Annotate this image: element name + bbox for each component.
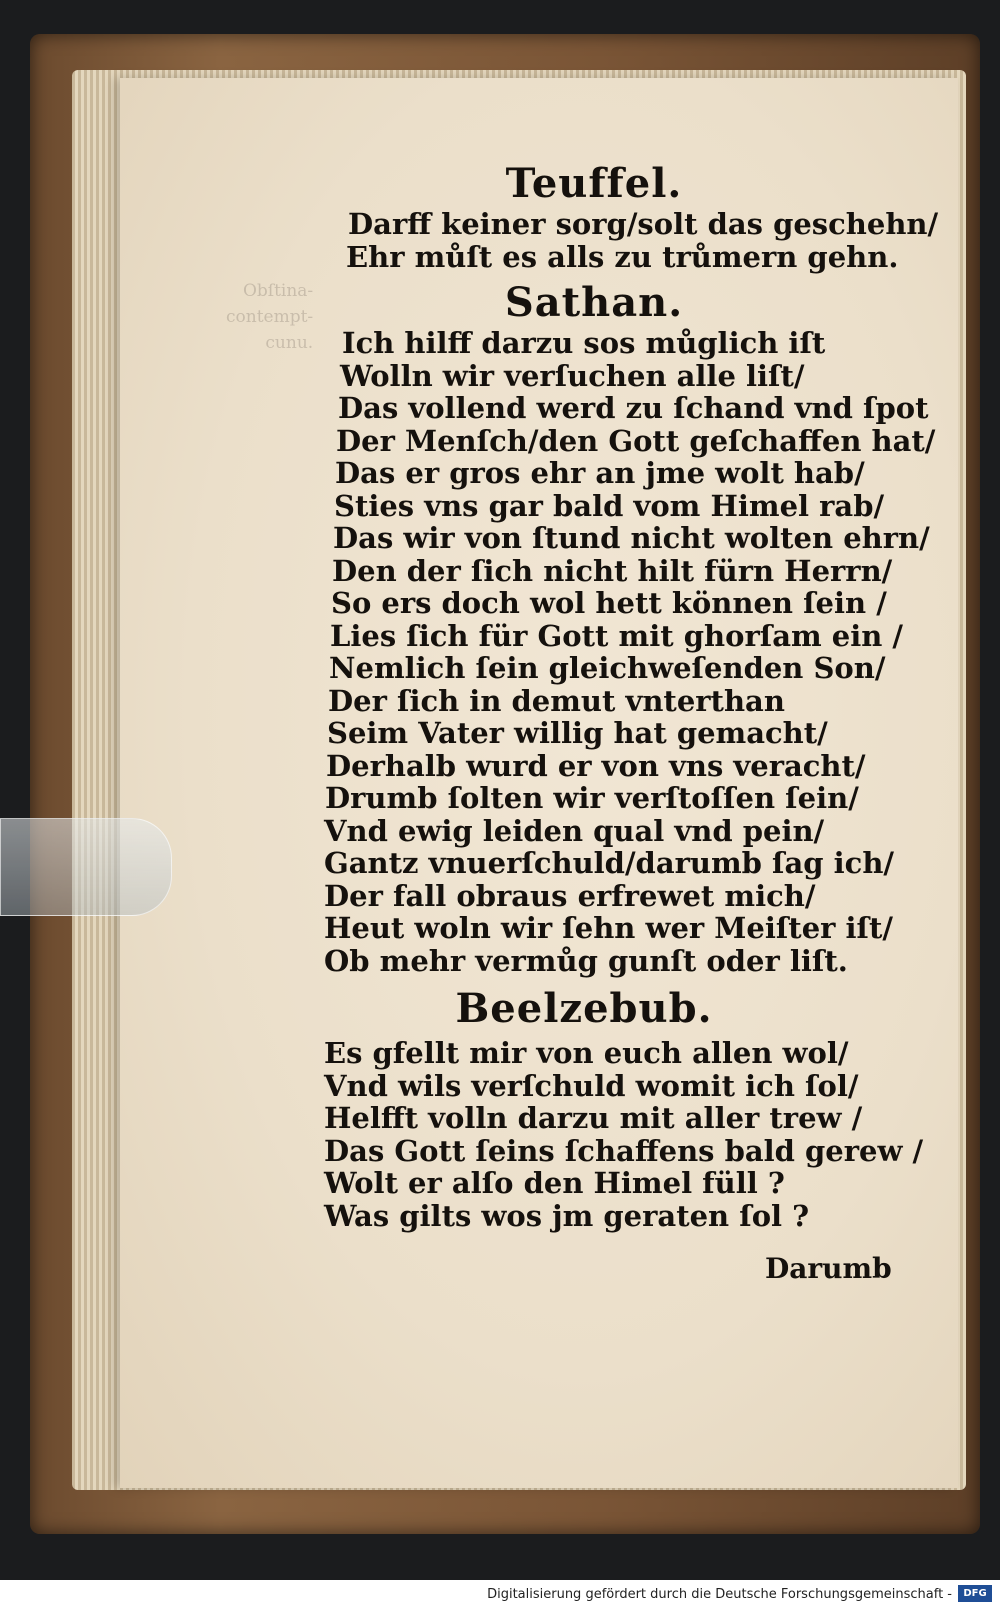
- catchword: Darumb: [765, 1252, 892, 1285]
- bleed-through-line: contempt-: [226, 307, 314, 327]
- verse-line: Heut woln wir ſehn wer Meiſter iſt/: [324, 911, 894, 945]
- verse-line: Vnd wils verſchuld womit ich ſol/: [324, 1068, 859, 1103]
- verse-line: Das vollend werd zu ſchand vnd ſpot: [338, 391, 929, 425]
- verse-line: Gantz vnuerſchuld/darumb ſag ich/: [324, 846, 895, 880]
- verse-line: Das wir von ſtund nicht wolten ehrn/: [333, 521, 930, 555]
- verse-line: So ers doch wol hett können ſein /: [331, 586, 887, 620]
- verse-line: Ob mehr vermůg gunſt oder liſt.: [324, 943, 848, 978]
- page-clip: [0, 818, 172, 916]
- verse-line: Das Gott ſeins ſchaffens bald gerew /: [324, 1133, 924, 1168]
- verse-line: Der Menſch/den Gott geſchaffen hat/: [336, 423, 936, 458]
- section-beelzebub: [324, 985, 924, 1233]
- speaker-heading: Teuffel.: [505, 160, 683, 207]
- verse-line: Es gfellt mir von euch allen wol/: [324, 1036, 849, 1070]
- verse-line: Vnd ewig leiden qual vnd pein/: [324, 813, 825, 848]
- verse-line: Den der ſich nicht hilt fürn Herrn/: [332, 553, 893, 588]
- verse-line: Das er gros ehr an jme wolt hab/: [335, 456, 865, 490]
- verse-line: Der ſich in demut vnterthan: [328, 683, 785, 718]
- verse-line: Darff keiner sorg/solt das geschehn/: [348, 207, 939, 241]
- speaker-heading: Sathan.: [504, 279, 684, 326]
- section-sathan: [324, 279, 936, 978]
- verse-line: Der fall obraus erfrewet mich/: [324, 878, 816, 913]
- speaker-heading: Beelzebub.: [455, 985, 713, 1032]
- dfg-logo: DFG: [958, 1585, 992, 1602]
- verse-line: Seim Vater willig hat gemacht/: [327, 716, 828, 750]
- verse-line: Ich hilff darzu sos můglich iſt: [342, 326, 826, 360]
- verse-line: Ehr můſt es alls zu trůmern gehn.: [346, 239, 899, 274]
- bleed-through-line: cunu.: [265, 333, 314, 353]
- footer-credit: Digitalisierung gefördert durch die Deutsche Forschungsgemeinschaft -: [487, 1587, 952, 1602]
- verse-line: Nemlich ſein gleichweſenden Son/: [329, 651, 886, 685]
- verse-line: Was gilts wos jm geraten ſol ?: [324, 1198, 810, 1233]
- section-teuffel: [324, 160, 939, 274]
- verse-text: [324, 160, 939, 1233]
- bleed-through-text: [226, 278, 313, 356]
- verse-line: Lies ſich für Gott mit ghorſam ein /: [330, 618, 904, 653]
- verse-line: Drumb ſolten wir verſtoſſen ſein/: [325, 781, 859, 815]
- verse-line: Derhalb wurd er von vns veracht/: [326, 748, 866, 783]
- verse-line: Wolln wir verſuchen alle liſt/: [340, 358, 805, 393]
- bleed-through-line: Obſtina-: [242, 281, 314, 301]
- verse-line: Wolt er alſo den Himel füll ?: [324, 1166, 785, 1200]
- verse-line: Helfft volln darzu mit aller trew /: [324, 1101, 863, 1135]
- verse-line: Sties vns gar bald vom Himel rab/: [334, 488, 885, 523]
